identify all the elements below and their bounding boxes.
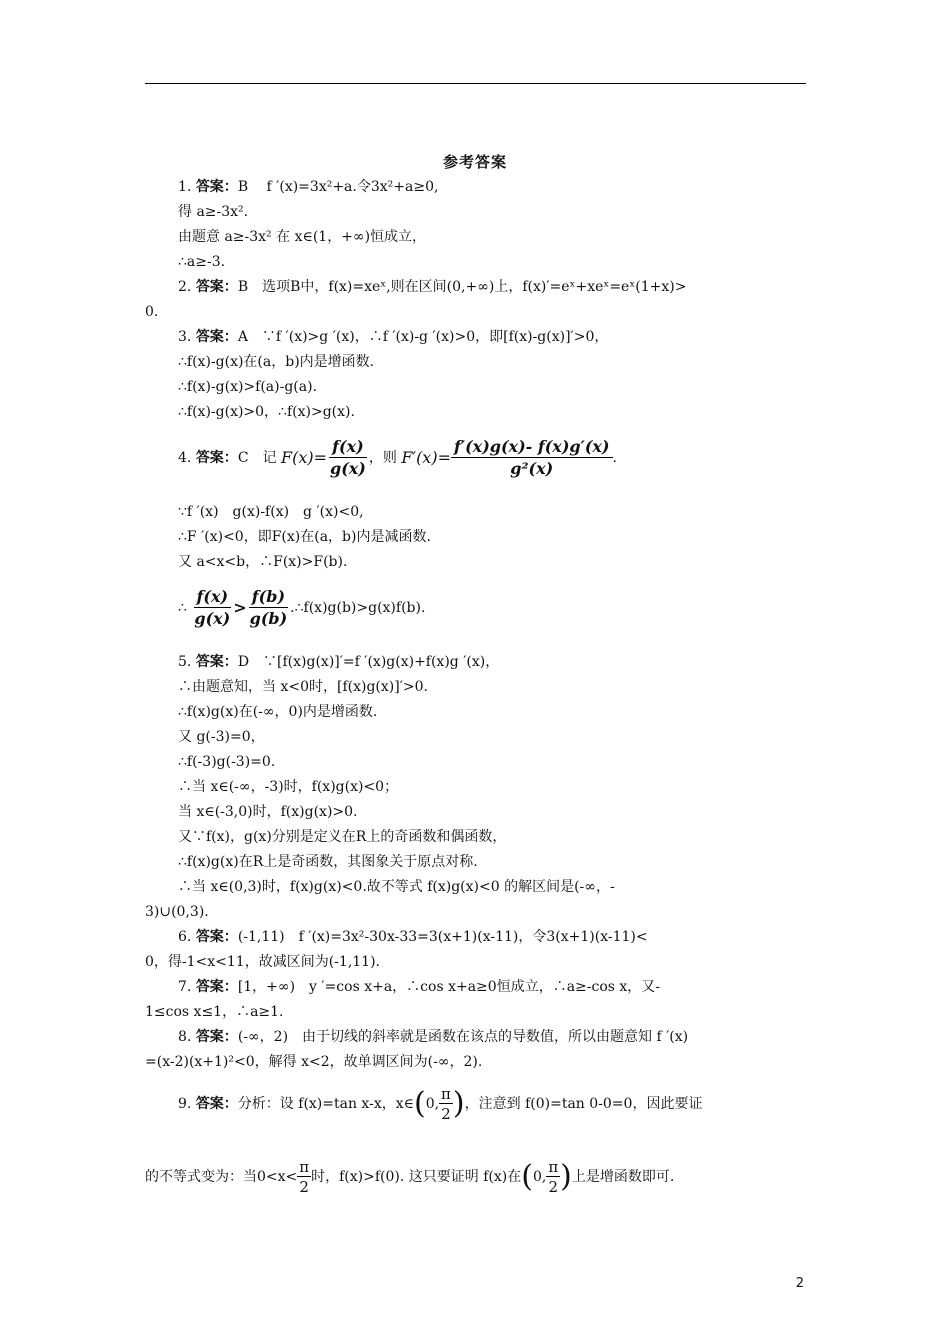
q7-text: [1，+∞) y ′=cos x+a，∴cos x+a≥0恒成立，∴a≥-cos x，又- — [237, 979, 661, 995]
header-rule — [145, 83, 806, 84]
q1-line1 — [178, 178, 438, 196]
q5-answer-label: 答案： — [195, 654, 238, 670]
q1-number: 1. — [178, 179, 192, 195]
q3-number: 3. — [178, 329, 192, 345]
q4-line1: 4. 答案：C 记 F(x)= $\frac{f(x)}{g(x)}$ ，则 F′(x)= $\frac{f'(x)g(x)- f(x)g'(x)}{\text{g²(x)}}$ . — [178, 436, 617, 478]
q3-line1 — [178, 328, 608, 346]
q9-pi-over-2: $\frac{\pi}{2}$ — [441, 1084, 451, 1123]
q8-line2: =(x-2)(x+1)²<0，解得 x<2，故单调区间为(-∞，2). — [145, 1054, 483, 1070]
q4-fraction-fx-gx: $\frac{f(x)}{g(x)}$ — [194, 586, 231, 628]
q6-line2: 0，得-1<x<11，故减区间为(-1,11). — [145, 954, 380, 970]
q7-line1 — [178, 978, 660, 996]
q1-line3: 由题意 a≥-3x² 在 x∈(1，+∞)恒成立， — [178, 229, 427, 245]
q2-line2: 0. — [145, 304, 159, 320]
q4-line4: 又 a<x<b，∴F(x)>F(b). — [178, 554, 348, 570]
q5-number: 5. — [178, 654, 192, 670]
q5-line6: ∴当 x∈(-∞，-3)时，f(x)g(x)<0； — [178, 779, 399, 795]
q4-Fprime-lhs: F′(x)= — [401, 448, 451, 467]
q4-F-lhs: F(x)= — [280, 448, 327, 467]
q2-line1 — [178, 278, 686, 296]
q2-number: 2. — [178, 279, 192, 295]
q4-line5: ∴ $\frac{f(x)}{g(x)}$ > $\frac{f(b)}{g(b)}$ .∴f(x)g(b)>g(x)f(b). — [178, 586, 426, 628]
q5-line5: ∴f(-3)g(-3)=0. — [178, 754, 276, 770]
q4-mid: ，则 — [368, 450, 397, 466]
page-title: 参考答案 — [442, 153, 507, 171]
q5-line2: ∴由题意知，当 x<0时，[f(x)g(x)]′>0. — [178, 679, 428, 695]
q6-line1 — [178, 928, 648, 946]
q9-line1: 9. 答案：分析：设 f(x)=tan x-x，x∈(0, $\frac{\pi}{2}$ )，注意到 f(0)=tan 0-0=0，因此要证 — [178, 1084, 703, 1123]
q9-line2: 的不等式变为：当0<x< $\frac{\pi}{2}$ 时，f(x)>f(0). 这只要证明 f(x)在(0, $\frac{\pi}{2}$ )上是增函数即可. — [145, 1157, 675, 1196]
q4-line3: ∴F ′(x)<0，即F(x)在(a，b)内是减函数. — [178, 529, 431, 545]
q5-line7: 当 x∈(-3,0)时，f(x)g(x)>0. — [178, 804, 358, 820]
q1-answer-label: 答案： — [195, 179, 238, 195]
q4-number: 4. — [178, 450, 192, 466]
q5-line10: ∴当 x∈(0,3)时，f(x)g(x)<0.故不等式 f(x)g(x)<0 的解区间是(-∞，- — [178, 879, 615, 895]
q7-number: 7. — [178, 979, 192, 995]
q5-line8: 又∵f(x)，g(x)分别是定义在R上的奇函数和偶函数， — [178, 829, 507, 845]
q9-answer-label: 答案： — [195, 1096, 238, 1112]
q3-answer-label: 答案： — [195, 329, 238, 345]
q4-Fprime-fraction: $\frac{f'(x)g(x)- f(x)g'(x)}{\text{g²(x)}}$ — [451, 437, 613, 480]
q6-number: 6. — [178, 929, 192, 945]
q2-answer-label: 答案： — [195, 279, 238, 295]
q4-line2: ∵f ′(x) g(x)-f(x) g ′(x)<0, — [178, 504, 364, 520]
q8-answer-label: 答案： — [195, 1029, 238, 1045]
q4-fraction-fb-gb: $\frac{f(b)}{g(b)}$ — [249, 586, 288, 628]
q8-number: 8. — [178, 1029, 192, 1045]
q5-line4: 又 g(-3)=0， — [178, 729, 265, 745]
q1-line2: 得 a≥-3x². — [178, 204, 249, 220]
q5-text: D ∵[f(x)g(x)]′=f ′(x)g(x)+f(x)g ′(x)， — [237, 654, 500, 670]
q7-answer-label: 答案： — [195, 979, 238, 995]
q4-answer-label: 答案： — [195, 450, 238, 466]
q4-F-fraction: $\frac{f(x)}{g(x)}$ — [330, 436, 366, 478]
q9-pi-over-2-b: $\frac{\pi}{2}$ — [299, 1157, 310, 1196]
q3-text: A ∵f ′(x)>g ′(x)，∴f ′(x)-g ′(x)>0，即[f(x)-g(x)]′>0， — [237, 329, 609, 345]
q1-text: B f ′(x)=3x²+a.令3x²+a≥0, — [237, 179, 439, 195]
q3-line3: ∴f(x)-g(x)>f(a)-g(a). — [178, 379, 318, 395]
q9-text: 分析：设 f(x)=tan x-x，x∈ — [237, 1096, 414, 1112]
q3-line4: ∴f(x)-g(x)>0，∴f(x)>g(x). — [178, 404, 355, 420]
q8-text: (-∞，2) 由于切线的斜率就是函数在该点的导数值，所以由题意知 f ′(x) — [237, 1029, 689, 1045]
q7-line2: 1≤cos x≤1，∴a≥1. — [145, 1004, 284, 1020]
q4-text: C 记 — [237, 450, 277, 466]
q6-answer-label: 答案： — [195, 929, 238, 945]
q1-line4: ∴a≥-3. — [178, 254, 226, 270]
q5-line9: ∴f(x)g(x)在R上是奇函数，其图象关于原点对称. — [178, 854, 478, 870]
page-number: 2 — [795, 1276, 804, 1291]
q8-line1 — [178, 1028, 688, 1046]
q9-number: 9. — [178, 1096, 192, 1112]
q6-text: (-1,11) f ′(x)=3x²-30x-33=3(x+1)(x-11)，令3(x+1)(x-11)< — [237, 929, 648, 945]
q5-line1 — [178, 653, 499, 671]
q5-line11: 3)∪(0,3). — [145, 904, 209, 920]
q2-text: B 选项B中，f(x)=xeˣ,则在区间(0,+∞)上，f(x)′=eˣ+xeˣ=eˣ(1+x)> — [237, 279, 687, 295]
q3-line2: ∴f(x)-g(x)在(a，b)内是增函数. — [178, 354, 375, 370]
q9-pi-over-2-c: $\frac{\pi}{2}$ — [548, 1157, 559, 1196]
q5-line3: ∴f(x)g(x)在(-∞，0)内是增函数. — [178, 704, 378, 720]
